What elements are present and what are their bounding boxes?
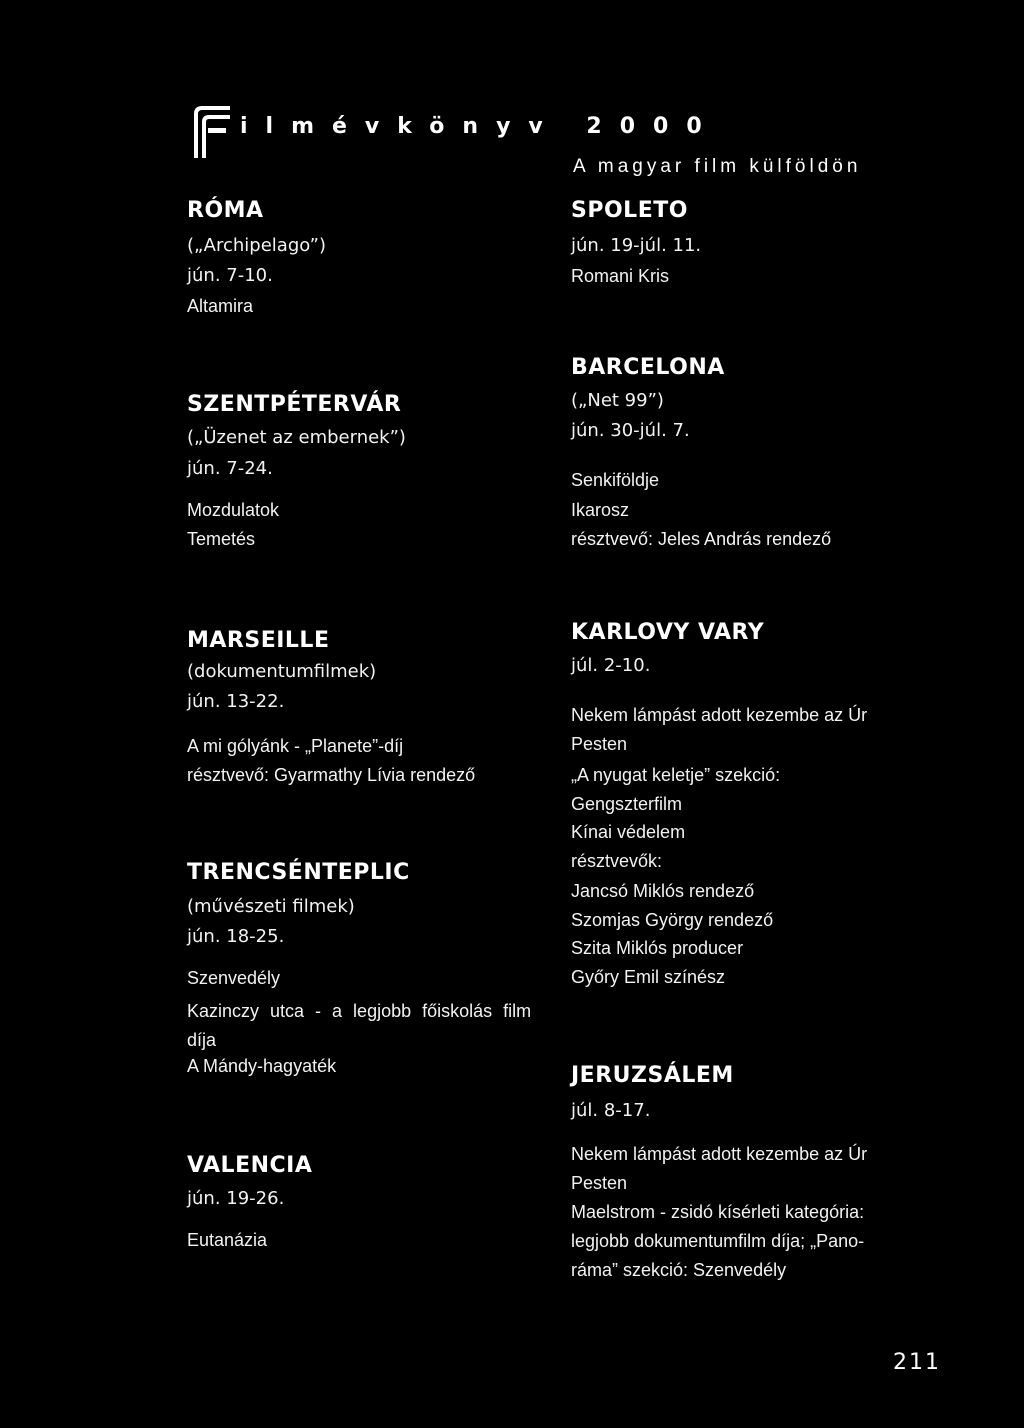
roma-note: („Archipelago”) xyxy=(187,235,326,256)
marseille-date: jún. 13-22. xyxy=(187,691,285,712)
jeruzsalem-line: Nekem lámpást adott kezembe az Úr xyxy=(571,1144,868,1164)
szentpetervar-date: jún. 7-24. xyxy=(187,458,273,479)
barcelona-note: („Net 99”) xyxy=(571,390,664,411)
section-subtitle: A magyar film külföldön xyxy=(573,156,862,177)
marseille-line: A mi gólyánk - „Planete”-díj xyxy=(187,736,404,756)
szentpetervar-note: („Üzenet az embernek”) xyxy=(187,427,406,448)
city-spoleto: SPOLETO xyxy=(571,198,688,223)
karlovy-line: „A nyugat keletje” szekció: xyxy=(571,765,781,785)
valencia-date: jún. 19-26. xyxy=(187,1188,285,1209)
roma-film: Altamira xyxy=(187,296,254,316)
spoleto-date: jún. 19-júl. 11. xyxy=(571,235,702,256)
trencsenteplic-line: Szenvedély xyxy=(187,968,281,988)
szentpetervar-film: Temetés xyxy=(187,529,256,549)
barcelona-date: jún. 30-júl. 7. xyxy=(571,420,690,441)
book-title: ilmévkönyv 2000 xyxy=(240,114,720,139)
valencia-film: Eutanázia xyxy=(187,1230,268,1250)
city-roma: RÓMA xyxy=(187,198,264,223)
city-marseille: MARSEILLE xyxy=(187,628,330,653)
karlovy-line: Gengszterfilm xyxy=(571,794,683,814)
karlovy-line: Jancsó Miklós rendező xyxy=(571,881,755,901)
spoleto-film: Romani Kris xyxy=(571,266,670,286)
marseille-line: résztvevő: Gyarmathy Lívia rendező xyxy=(187,765,476,785)
jeruzsalem-line: Maelstrom - zsidó kísérleti kategória: xyxy=(571,1202,865,1222)
jeruzsalem-date: júl. 8-17. xyxy=(571,1100,651,1121)
filmevkonyv-logo xyxy=(190,104,234,160)
city-valencia: VALENCIA xyxy=(187,1153,313,1178)
jeruzsalem-line: legjobb dokumentumfilm díja; „Pano- xyxy=(571,1231,865,1251)
roma-date: jún. 7-10. xyxy=(187,265,273,286)
karlovy-line: Szomjas György rendező xyxy=(571,910,774,930)
karlovy-date: júl. 2-10. xyxy=(571,655,651,676)
karlovy-line: Szita Miklós producer xyxy=(571,938,744,958)
trencsenteplic-line: Kazinczy utca - a legjobb főiskolás film díja xyxy=(187,1001,532,1050)
city-szentpetervar: SZENTPÉTERVÁR xyxy=(187,392,402,417)
city-jeruzsalem: JERUZSÁLEM xyxy=(571,1063,734,1088)
karlovy-line: Nekem lámpást adott kezembe az Úr xyxy=(571,705,868,725)
jeruzsalem-line: ráma” szekció: Szenvedély xyxy=(571,1260,787,1280)
city-karlovy-vary: KARLOVY VARY xyxy=(571,620,765,645)
jeruzsalem-line: Pesten xyxy=(571,1173,628,1193)
marseille-note: (dokumentumfilmek) xyxy=(187,661,377,682)
city-trencsenteplic: TRENCSÉNTEPLIC xyxy=(187,860,410,885)
barcelona-line: résztvevő: Jeles András rendező xyxy=(571,529,832,549)
szentpetervar-film: Mozdulatok xyxy=(187,500,280,520)
karlovy-line: résztvevők: xyxy=(571,851,663,871)
karlovy-line: Győry Emil színész xyxy=(571,967,726,987)
trencsenteplic-note: (művészeti filmek) xyxy=(187,896,355,917)
karlovy-line: Pesten xyxy=(571,734,628,754)
page-number: 211 xyxy=(893,1350,941,1375)
trencsenteplic-date: jún. 18-25. xyxy=(187,926,285,947)
trencsenteplic-line: A Mándy-hagyaték xyxy=(187,1056,337,1076)
city-barcelona: BARCELONA xyxy=(571,355,725,380)
karlovy-line: Kínai védelem xyxy=(571,822,686,842)
barcelona-line: Ikarosz xyxy=(571,500,630,520)
barcelona-line: Senkiföldje xyxy=(571,470,660,490)
page-header xyxy=(190,104,720,160)
